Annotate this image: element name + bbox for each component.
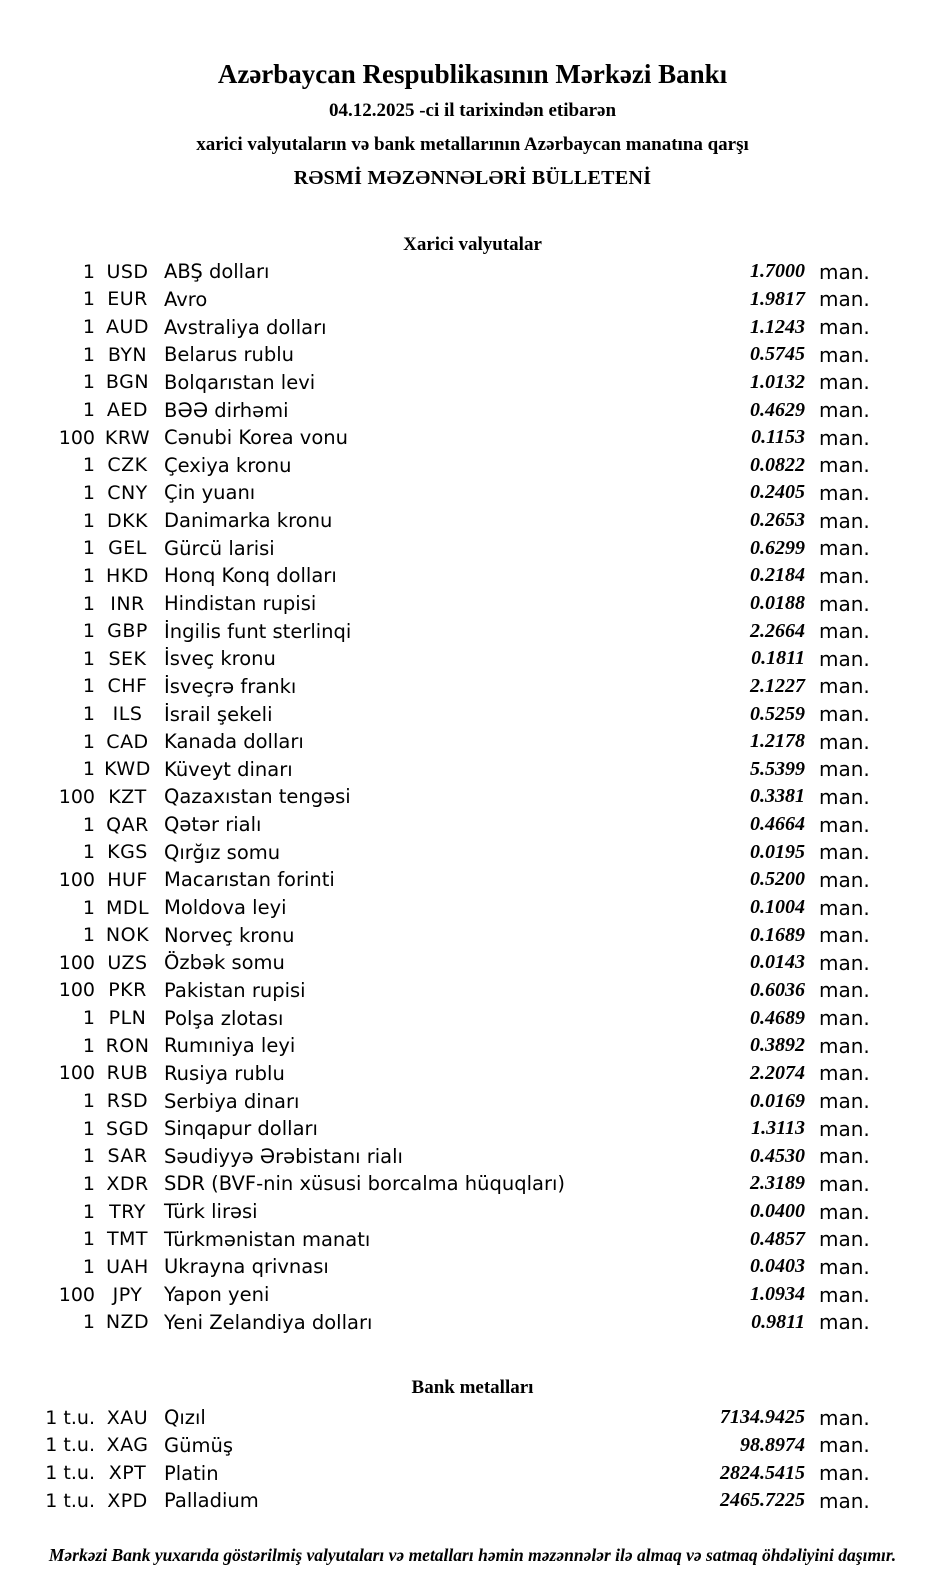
row-quantity: 1 xyxy=(82,399,95,422)
row-rate: 0.1153 xyxy=(751,426,805,449)
row-rate: 7134.9425 xyxy=(720,1406,805,1429)
row-quantity: 1 xyxy=(82,758,95,781)
row-code: JPY xyxy=(112,1283,143,1306)
row-code: USD xyxy=(106,260,149,283)
row-rate: 0.4664 xyxy=(750,813,805,836)
row-unit: man. xyxy=(819,702,870,727)
row-code: GEL xyxy=(108,537,147,560)
table-row xyxy=(0,369,945,397)
row-quantity: 100 xyxy=(58,951,95,974)
row-name: SDR (BVF-nin xüsusi borcalma hüquqları) xyxy=(164,1172,566,1196)
table-row xyxy=(0,424,945,452)
row-name: Kanada dolları xyxy=(164,730,304,754)
row-code: PLN xyxy=(108,1007,147,1030)
row-unit: man. xyxy=(819,398,870,423)
row-code: BYN xyxy=(107,343,148,366)
row-code: DKK xyxy=(106,509,149,532)
row-quantity: 1 xyxy=(82,509,95,532)
row-unit: man. xyxy=(819,1227,870,1252)
table-row xyxy=(0,811,945,839)
row-quantity: 1 xyxy=(82,371,95,394)
table-row xyxy=(0,313,945,341)
row-rate: 0.1811 xyxy=(751,647,805,670)
row-quantity: 100 xyxy=(58,979,95,1002)
table-row xyxy=(0,1004,945,1032)
section-heading-metals: Bank metalları xyxy=(411,1376,534,1398)
row-code: UAH xyxy=(106,1255,149,1278)
row-name: Qırğız somu xyxy=(164,840,281,864)
table-row xyxy=(0,1060,945,1088)
table-row xyxy=(0,783,945,811)
table-row xyxy=(0,534,945,562)
row-name: Avro xyxy=(164,287,208,311)
row-rate: 0.1004 xyxy=(750,896,805,919)
row-code: NZD xyxy=(105,1311,150,1334)
row-rate: 0.6299 xyxy=(750,536,805,559)
row-code: CNY xyxy=(107,481,148,504)
table-row xyxy=(0,1281,945,1309)
metals-table xyxy=(0,1404,945,1515)
row-quantity: 1 xyxy=(82,288,95,311)
row-unit: man. xyxy=(819,1006,870,1031)
row-code: PKR xyxy=(108,979,147,1002)
row-name: İsveç kronu xyxy=(164,647,276,671)
row-rate: 0.0403 xyxy=(750,1255,805,1278)
row-rate: 0.4689 xyxy=(750,1006,805,1029)
table-row xyxy=(0,479,945,507)
row-code: HUF xyxy=(107,868,148,891)
row-code: SAR xyxy=(107,1145,148,1168)
row-code: AED xyxy=(106,399,149,422)
row-unit: man. xyxy=(819,1171,870,1196)
row-code: SGD xyxy=(106,1117,149,1140)
row-name: BƏƏ dirhəmi xyxy=(164,398,289,422)
row-rate: 2.3189 xyxy=(750,1172,805,1195)
row-quantity: 1 xyxy=(82,896,95,919)
row-rate: 0.3381 xyxy=(750,785,805,808)
row-unit: man. xyxy=(819,923,870,948)
row-rate: 1.0934 xyxy=(750,1283,805,1306)
row-code: AUD xyxy=(105,316,150,339)
table-row xyxy=(0,1404,945,1432)
row-unit: man. xyxy=(819,1310,870,1335)
row-unit: man. xyxy=(819,1089,870,1114)
row-unit: man. xyxy=(819,425,870,450)
row-name: Bolqarıstan levi xyxy=(164,370,316,394)
row-unit: man. xyxy=(819,950,870,975)
row-quantity: 1 xyxy=(82,592,95,615)
row-rate: 0.2405 xyxy=(750,481,805,504)
row-unit: man. xyxy=(819,370,870,395)
table-row xyxy=(0,341,945,369)
table-row xyxy=(0,1487,945,1515)
row-rate: 2.2074 xyxy=(750,1061,805,1084)
row-unit: man. xyxy=(819,1282,870,1307)
row-unit: man. xyxy=(819,1488,870,1513)
row-name: İngilis funt sterlinqi xyxy=(164,619,352,643)
row-name: Avstraliya dolları xyxy=(164,315,327,339)
row-name: Cənubi Korea vonu xyxy=(164,426,348,450)
row-code: CZK xyxy=(107,454,148,477)
row-name: Qazaxıstan tengəsi xyxy=(164,785,351,809)
row-quantity: 1 xyxy=(82,1007,95,1030)
row-quantity: 1 xyxy=(82,1311,95,1334)
row-quantity: 100 xyxy=(58,785,95,808)
row-name: Qətər rialı xyxy=(164,813,262,837)
row-rate: 1.0132 xyxy=(750,370,805,393)
row-unit: man. xyxy=(819,342,870,367)
row-rate: 1.2178 xyxy=(750,730,805,753)
table-row xyxy=(0,977,945,1005)
row-name: Çin yuanı xyxy=(164,481,256,505)
table-row xyxy=(0,921,945,949)
table-row xyxy=(0,1087,945,1115)
row-unit: man. xyxy=(819,536,870,561)
row-rate: 98.8974 xyxy=(740,1433,805,1456)
row-name: Gürcü larisi xyxy=(164,536,275,560)
row-code: RSD xyxy=(106,1090,149,1113)
row-name: İsveçrə frankı xyxy=(164,674,297,698)
row-quantity: 1 xyxy=(82,1117,95,1140)
table-row xyxy=(0,1143,945,1171)
row-quantity: 100 xyxy=(58,426,95,449)
row-rate: 0.0195 xyxy=(750,840,805,863)
row-name: Özbək somu xyxy=(164,951,285,975)
row-name: Hindistan rupisi xyxy=(164,592,317,615)
row-code: CHF xyxy=(107,675,148,698)
table-row xyxy=(0,673,945,701)
row-code: ILS xyxy=(112,703,143,726)
row-name: Belarus rublu xyxy=(164,343,295,367)
row-rate: 0.9811 xyxy=(751,1310,805,1333)
row-unit: man. xyxy=(819,315,870,340)
row-code: EUR xyxy=(107,288,148,311)
row-code: TRY xyxy=(109,1200,146,1223)
table-row xyxy=(0,617,945,645)
table-row xyxy=(0,756,945,784)
row-code: INR xyxy=(110,592,145,615)
row-unit: man. xyxy=(819,453,870,478)
row-name: Palladium xyxy=(164,1489,259,1513)
row-unit: man. xyxy=(819,895,870,920)
row-name: Səudiyyə Ərəbistanı rialı xyxy=(164,1144,403,1168)
row-code: BGN xyxy=(105,371,150,394)
row-quantity: 1 xyxy=(82,1228,95,1251)
row-quantity: 1 xyxy=(82,924,95,947)
row-rate: 2.1227 xyxy=(750,674,805,697)
section-heading-currencies: Xarici valyutalar xyxy=(403,234,542,255)
table-row xyxy=(0,258,945,286)
row-rate: 0.2653 xyxy=(750,509,805,532)
row-name: Platin xyxy=(164,1461,219,1485)
row-code: NOK xyxy=(105,924,150,947)
row-rate: 0.5200 xyxy=(750,868,805,891)
row-name: Qızıl xyxy=(164,1406,206,1430)
row-quantity: 100 xyxy=(58,868,95,891)
row-unit: man. xyxy=(819,784,870,809)
row-rate: 0.4857 xyxy=(750,1227,805,1250)
row-quantity: 1 xyxy=(82,454,95,477)
row-code: KWD xyxy=(104,758,151,781)
row-rate: 5.5399 xyxy=(750,757,805,780)
row-code: KZT xyxy=(108,785,147,808)
table-row xyxy=(0,1032,945,1060)
row-name: Türk lirəsi xyxy=(164,1200,258,1224)
table-row xyxy=(0,949,945,977)
row-name: Macarıstan forinti xyxy=(164,868,335,892)
row-rate: 0.0188 xyxy=(750,592,805,614)
row-quantity: 1 xyxy=(82,537,95,560)
row-quantity: 1 xyxy=(82,841,95,864)
row-name: Danimarka kronu xyxy=(164,509,333,533)
row-quantity: 1 xyxy=(82,813,95,836)
row-quantity: 1 xyxy=(82,1090,95,1113)
row-quantity: 1 xyxy=(82,730,95,753)
row-unit: man. xyxy=(819,1433,870,1458)
row-quantity: 1 xyxy=(82,1172,95,1195)
row-rate: 1.3113 xyxy=(751,1117,805,1140)
table-row xyxy=(0,1459,945,1487)
row-code: CAD xyxy=(106,730,149,753)
row-unit: man. xyxy=(819,1199,870,1224)
table-row xyxy=(0,1432,945,1460)
row-name: Ukrayna qrivnası xyxy=(164,1255,329,1279)
row-code: XDR xyxy=(106,1172,149,1195)
row-unit: man. xyxy=(819,757,870,782)
table-row xyxy=(0,866,945,894)
row-code: XAU xyxy=(106,1406,149,1429)
row-rate: 2465.7225 xyxy=(720,1489,805,1512)
table-row xyxy=(0,507,945,535)
row-unit: man. xyxy=(819,1061,870,1086)
row-rate: 0.4530 xyxy=(750,1144,805,1167)
row-name: Polşa zlotası xyxy=(164,1006,284,1030)
table-row xyxy=(0,1225,945,1253)
row-rate: 0.5745 xyxy=(750,343,805,366)
table-row xyxy=(0,700,945,728)
row-rate: 0.0400 xyxy=(750,1200,805,1223)
row-unit: man. xyxy=(819,1461,870,1486)
row-unit: man. xyxy=(819,591,870,616)
row-quantity: 1 xyxy=(82,647,95,670)
row-quantity: 1 xyxy=(82,703,95,726)
row-code: MDL xyxy=(105,896,150,919)
row-quantity: 1 xyxy=(82,481,95,504)
table-row xyxy=(0,451,945,479)
row-name: Serbiya dinarı xyxy=(164,1089,300,1113)
table-row xyxy=(0,286,945,314)
row-rate: 0.6036 xyxy=(750,978,805,1001)
row-code: SEK xyxy=(108,647,147,670)
row-quantity: 100 xyxy=(58,1283,95,1306)
row-quantity: 1 xyxy=(82,620,95,643)
row-unit: man. xyxy=(819,840,870,865)
row-unit: man. xyxy=(819,508,870,533)
row-code: RON xyxy=(105,1034,150,1057)
row-code: XPD xyxy=(107,1489,148,1512)
row-quantity: 1 xyxy=(82,1255,95,1278)
row-name: Yeni Zelandiya dolları xyxy=(164,1310,373,1334)
row-quantity: 1 xyxy=(82,1034,95,1057)
table-row xyxy=(0,590,945,618)
row-code: QAR xyxy=(106,813,149,836)
row-unit: man. xyxy=(819,867,870,892)
table-row xyxy=(0,1253,945,1281)
row-rate: 0.5259 xyxy=(750,702,805,725)
row-quantity: 100 xyxy=(58,1062,95,1085)
table-row xyxy=(0,894,945,922)
date-line: 04.12.2025 -ci il tarixindən etibarən xyxy=(328,100,617,121)
row-code: KGS xyxy=(107,841,148,864)
row-code: RUB xyxy=(106,1062,149,1085)
subtitle-line: xarici valyutaların və bank metallarının Azərbaycan manatına qarşı xyxy=(196,134,749,155)
row-unit: man. xyxy=(819,1405,870,1430)
table-row xyxy=(0,1308,945,1336)
row-unit: man. xyxy=(819,1144,870,1169)
row-unit: man. xyxy=(819,646,870,671)
row-rate: 0.0143 xyxy=(750,951,805,974)
row-unit: man. xyxy=(819,1254,870,1279)
row-code: UZS xyxy=(107,951,148,974)
row-name: İsrail şekeli xyxy=(164,702,273,726)
row-unit: man. xyxy=(819,563,870,588)
row-code: TMT xyxy=(106,1228,149,1251)
row-quantity: 1 xyxy=(82,343,95,366)
row-rate: 0.1689 xyxy=(750,923,805,946)
table-row xyxy=(0,1115,945,1143)
row-quantity: 1 t.u. xyxy=(45,1434,95,1457)
row-unit: man. xyxy=(819,1116,870,1141)
row-quantity: 1 t.u. xyxy=(45,1462,95,1485)
row-quantity: 1 xyxy=(82,1200,95,1223)
row-rate: 0.0169 xyxy=(750,1089,805,1112)
row-quantity: 1 xyxy=(82,675,95,698)
row-unit: man. xyxy=(819,259,870,284)
row-name: Küveyt dinarı xyxy=(164,757,293,781)
row-name: Rusiya rublu xyxy=(164,1061,285,1085)
table-row xyxy=(0,838,945,866)
row-unit: man. xyxy=(819,480,870,505)
row-code: KRW xyxy=(104,426,151,449)
row-quantity: 1 xyxy=(82,316,95,339)
table-row xyxy=(0,562,945,590)
bulletin-title: RƏSMİ MƏZƏNNƏLƏRİ BÜLLETENİ xyxy=(293,167,652,189)
row-name: Moldova leyi xyxy=(164,896,287,920)
row-code: XPT xyxy=(108,1462,147,1485)
table-row xyxy=(0,396,945,424)
row-unit: man. xyxy=(819,978,870,1003)
row-unit: man. xyxy=(819,812,870,837)
row-rate: 0.2184 xyxy=(750,564,805,587)
row-quantity: 1 xyxy=(82,1145,95,1168)
row-unit: man. xyxy=(819,674,870,699)
page-title: Azərbaycan Respublikasının Mərkəzi Bankı xyxy=(217,59,728,89)
row-name: Sinqapur dolları xyxy=(164,1117,318,1141)
row-rate: 2824.5415 xyxy=(720,1461,805,1484)
row-name: Çexiya kronu xyxy=(164,453,292,477)
row-quantity: 1 xyxy=(82,564,95,587)
row-rate: 1.7000 xyxy=(750,260,805,283)
table-row xyxy=(0,645,945,673)
row-name: Türkmənistan manatı xyxy=(164,1227,371,1251)
row-code: HKD xyxy=(106,564,149,587)
row-quantity: 1 t.u. xyxy=(45,1406,95,1429)
currency-table xyxy=(0,258,945,1336)
row-rate: 1.9817 xyxy=(750,287,805,310)
row-name: ABŞ dolları xyxy=(164,260,270,284)
row-name: Honq Konq dolları xyxy=(164,564,337,588)
table-row xyxy=(0,1198,945,1226)
row-quantity: 1 xyxy=(82,260,95,283)
row-name: Yapon yeni xyxy=(164,1283,270,1307)
table-row xyxy=(0,728,945,756)
row-rate: 2.2664 xyxy=(750,619,805,642)
row-unit: man. xyxy=(819,619,870,644)
row-name: Norveç kronu xyxy=(164,923,295,947)
row-code: XAG xyxy=(106,1434,149,1457)
row-unit: man. xyxy=(819,729,870,754)
row-name: Gümüş xyxy=(164,1433,233,1457)
row-rate: 1.1243 xyxy=(750,315,805,338)
row-code: GBP xyxy=(107,620,148,643)
row-unit: man. xyxy=(819,1033,870,1058)
row-rate: 0.3892 xyxy=(750,1034,805,1057)
row-quantity: 1 t.u. xyxy=(45,1489,95,1512)
table-row xyxy=(0,1170,945,1198)
row-rate: 0.0822 xyxy=(750,453,805,476)
row-name: Rumıniya leyi xyxy=(164,1034,296,1058)
row-unit: man. xyxy=(819,287,870,312)
footer-disclaimer: Mərkəzi Bank yuxarıda göstərilmiş valyutaları və metalları həmin məzənnələr ilə almaq və satmaq öhdəliyini daşımır. xyxy=(48,1544,897,1565)
row-name: Pakistan rupisi xyxy=(164,978,306,1002)
row-rate: 0.4629 xyxy=(750,398,805,421)
